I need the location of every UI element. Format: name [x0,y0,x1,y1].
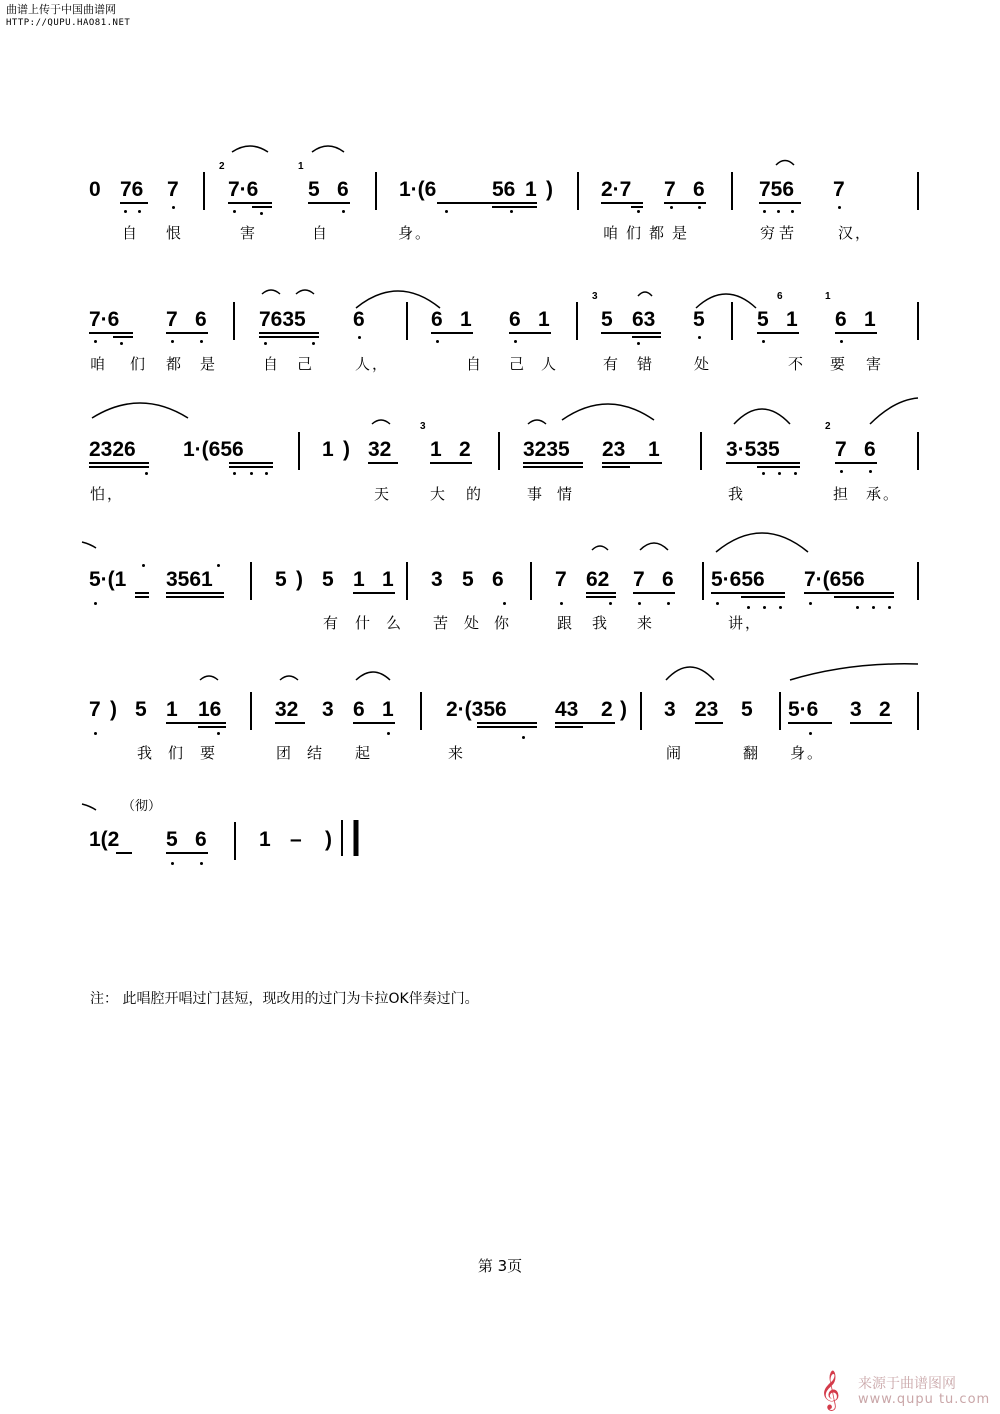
note: 2 [601,698,613,721]
lyric: 团 [276,744,294,762]
lyric: 大 [430,485,448,503]
grace-number: 2 [825,421,831,432]
note: 7 [89,698,101,721]
note: 0 [89,178,101,201]
note: 6 [431,308,443,331]
note: 5·656 [711,568,765,591]
note: 16 [198,698,222,721]
note: 6 [337,178,349,201]
score-system-2 [0,278,1000,378]
barline [700,432,702,470]
note: 3235 [523,438,570,461]
lyric: 什 [355,614,373,632]
lyric: 我 [137,744,155,762]
note: 6 [195,308,207,331]
lyric: 翻 [743,744,761,762]
note: 2 [459,438,471,461]
page-number: 第 3页 [477,1257,523,1275]
lyric: 自 [312,224,330,242]
note: 6 [195,828,207,851]
treble-clef-icon: 𝄞 [820,1370,841,1410]
barline [917,302,919,340]
lyric: 苦 [433,614,451,632]
lyric: 人， [355,355,390,373]
note: 3·535 [726,438,780,461]
lyric: 是 [200,355,218,373]
lyric: 天 [374,485,392,503]
note: 1 [322,438,334,461]
lyric: 来 [448,744,466,762]
lyric: 己 [297,355,315,373]
lyric: 闹 [666,744,684,762]
slur-marks [0,398,1000,498]
barline [702,562,704,600]
lyric: 事 [527,485,545,503]
note: 3 [322,698,334,721]
tempo-marking: （彻） [122,799,162,814]
footnote: 注： 此唱腔开唱过门甚短，现改用的过门为卡拉OK伴奏过门。 [90,991,479,1007]
lyric: 你 [494,614,512,632]
barline [576,302,578,340]
lyric: 咱 [90,355,108,373]
barline [234,822,236,860]
note: 7 [166,308,178,331]
grace-number: 3 [420,421,426,432]
barline [917,692,919,730]
barline [250,562,252,600]
barline [375,172,377,210]
note: 5 [322,568,334,591]
grace-number: 1 [825,291,831,302]
lyric: 身。 [790,744,825,762]
note: 7 [167,178,179,201]
note: 7 [633,568,645,591]
note: 7·6 [89,308,120,331]
barline [917,562,919,600]
note: 5 [135,698,147,721]
watermark-url: www.qupu tu.com [858,1392,991,1407]
note: 1 [648,438,660,461]
lyric: 我 [592,614,610,632]
note: 32 [275,698,299,721]
high-octave-dot [142,564,145,567]
note: 1 [460,308,472,331]
note: 7 [835,438,847,461]
barline [203,172,205,210]
lyric: 情 [557,485,575,503]
grace-number: 2 [219,161,225,172]
note: 1 [259,828,271,851]
score-system-6 [0,788,1000,888]
site-header-url: HTTP://QUPU.HAO81.NET [6,18,131,28]
lyric: 处 [694,355,712,373]
lyric: 都 [166,355,184,373]
barline [250,692,252,730]
note: 32 [368,438,392,461]
lyric: 人 [541,355,559,373]
barline [779,692,781,730]
lyric: 的 [466,485,484,503]
note: 43 [555,698,579,721]
note: 7 [833,178,845,201]
note: 63 [632,308,656,331]
note: 23 [695,698,719,721]
note: 6 [835,308,847,331]
note: ) [546,178,553,201]
note: 756 [759,178,795,201]
site-header-title: 曲谱上传于中国曲谱网 [6,3,116,16]
lyric: 自 [263,355,281,373]
note: 3 [664,698,676,721]
note: 1 [166,698,178,721]
lyric: 结 [307,744,325,762]
note: 3 [431,568,443,591]
lyric: 害 [866,355,884,373]
note: 1(2 [89,828,120,851]
lyric: 们 [130,355,148,373]
barline [917,432,919,470]
lyric: 处 [464,614,482,632]
barline [233,302,235,340]
score-system-5 [0,658,1000,762]
lyric: 害 [240,224,258,242]
barline [406,562,408,600]
lyric: 么 [386,614,404,632]
barline [917,172,919,210]
note: 6 [492,568,504,591]
note: 5 [308,178,320,201]
barline [731,172,733,210]
note: 1 [382,698,394,721]
barline [530,562,532,600]
note: 1·(656 [183,438,244,461]
note: ) [343,438,350,461]
note: 2·(356 [446,698,507,721]
lyric: 咱们都是 [603,224,696,242]
lyric: 起 [355,744,373,762]
barline [406,302,408,340]
note: 5 [275,568,287,591]
note: 7·(656 [804,568,865,591]
lyric: 身。 [398,224,433,242]
lyric: 来 [637,614,655,632]
note: 2326 [89,438,136,461]
barline [577,172,579,210]
note: 6 [662,568,674,591]
grace-number: 6 [777,291,783,302]
note: 76 [120,178,144,201]
note: 1 [430,438,442,461]
score-system-1 [0,140,1000,240]
high-octave-dot [217,564,220,567]
note: 3 [850,698,862,721]
note: ) [296,568,303,591]
note: 7 [555,568,567,591]
note: 5 [462,568,474,591]
note: 2·7 [601,178,632,201]
note: 1 [538,308,550,331]
lyric: 我 [728,485,746,503]
score-system-3 [0,398,1000,503]
note: 6 [864,438,876,461]
watermark-text: 来源于曲谱图网 [858,1376,956,1392]
lyric: 穷苦 [760,224,799,242]
lyric: 错 [637,355,655,373]
lyric: 要 [830,355,848,373]
lyric: 跟 [557,614,575,632]
lyric: 恨 [166,224,184,242]
lyric: 有 [323,614,341,632]
note: 6 [353,698,365,721]
note: 5 [166,828,178,851]
lyric: 怕， [90,485,125,503]
lyric: 有 [603,355,621,373]
lyric: 自 [466,355,484,373]
note: 5 [757,308,769,331]
watermark [820,1370,990,1410]
lyric: 己 [509,355,527,373]
barline [420,692,422,730]
note: 2 [879,698,891,721]
barline [731,302,733,340]
lyric: 自 [122,224,140,242]
lyric: 不 [788,355,806,373]
grace-number: 1 [298,161,304,172]
note: ) [620,698,627,721]
note: 1·(6 [399,178,437,201]
note: 1 [864,308,876,331]
slur-marks [0,278,1000,378]
note: 56 [492,178,516,201]
note: 5 [693,308,705,331]
note: 1 [525,178,537,201]
note: 62 [586,568,610,591]
note: 5·(1 [89,568,127,591]
note: ) [325,828,332,851]
note: 6 [693,178,705,201]
note: 1 [382,568,394,591]
note: 1 [786,308,798,331]
note: 3561 [166,568,213,591]
lyric: 要 [200,744,218,762]
note: 6 [509,308,521,331]
note: 7·6 [228,178,259,201]
lyric: 承。 [866,485,901,503]
barline [640,692,642,730]
score-system-4 [0,528,1000,632]
note: 7635 [259,308,306,331]
note: 5·6 [788,698,819,721]
note: 6 [353,308,365,331]
lyric: 担 [833,485,851,503]
lyric: 讲， [728,614,763,632]
barline [298,432,300,470]
note: 1 [353,568,365,591]
note: 7 [664,178,676,201]
lyric: 汉， [838,224,873,242]
note: 5 [601,308,613,331]
note: 5 [741,698,753,721]
lyric: 们 [168,744,186,762]
grace-number: 3 [592,291,598,302]
note: 23 [602,438,626,461]
note: – [290,828,302,851]
note: ) [110,698,117,721]
barline [498,432,500,470]
